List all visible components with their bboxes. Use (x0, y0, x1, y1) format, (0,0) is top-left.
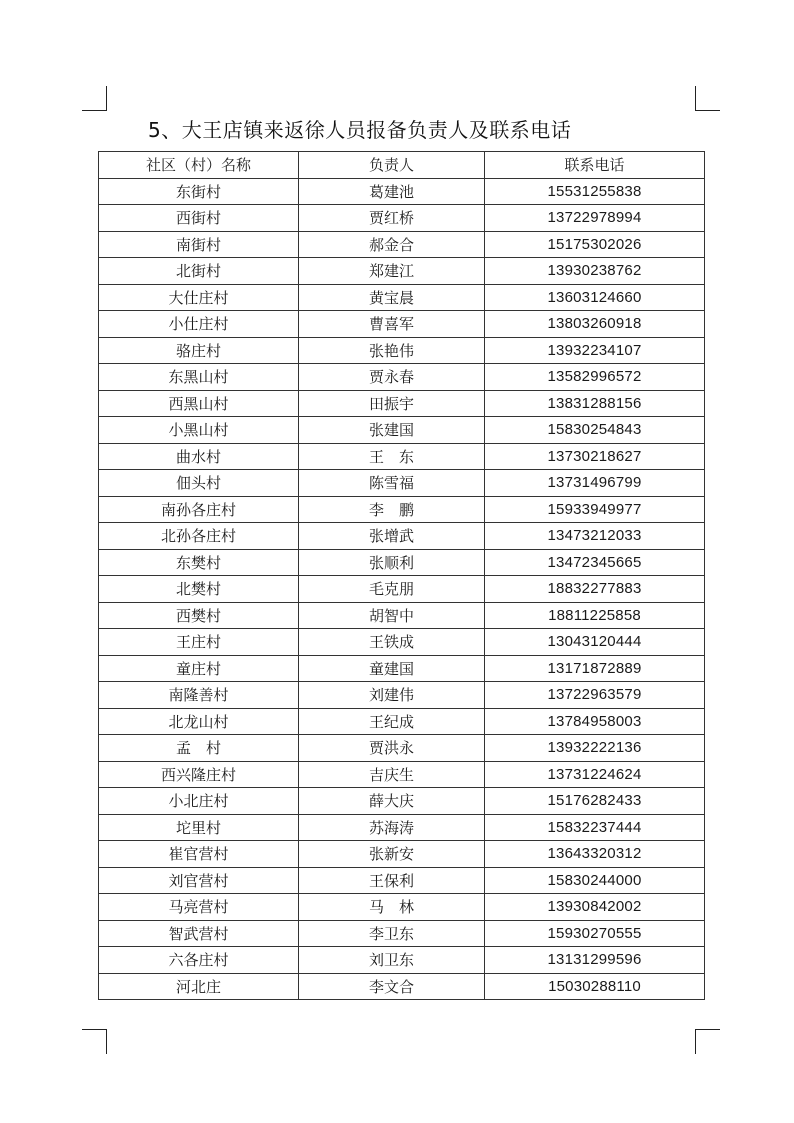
village-name-cell: 南街村 (99, 231, 299, 258)
person-in-charge-cell: 张艳伟 (299, 337, 485, 364)
table-row (99, 735, 705, 762)
person-in-charge-cell: 苏海涛 (299, 814, 485, 841)
person-in-charge-cell: 童建国 (299, 655, 485, 682)
person-in-charge-cell: 张建国 (299, 417, 485, 444)
person-in-charge-cell: 王铁成 (299, 629, 485, 656)
table-row (99, 867, 705, 894)
person-in-charge-cell: 王保利 (299, 867, 485, 894)
village-name-cell: 小仕庄村 (99, 311, 299, 338)
phone-number-cell: 13722963579 (485, 682, 705, 709)
person-in-charge-cell: 贾洪永 (299, 735, 485, 762)
table-row (99, 284, 705, 311)
contacts-table (98, 151, 705, 1000)
phone-number-cell: 13803260918 (485, 311, 705, 338)
crop-mark-bottom-right (695, 1029, 720, 1054)
person-in-charge-cell: 刘卫东 (299, 947, 485, 974)
village-name-cell: 东黑山村 (99, 364, 299, 391)
village-name-cell: 六各庄村 (99, 947, 299, 974)
village-name-cell: 曲水村 (99, 443, 299, 470)
village-name-cell: 大仕庄村 (99, 284, 299, 311)
crop-mark-top-left (82, 86, 107, 111)
phone-number-cell: 13043120444 (485, 629, 705, 656)
phone-number-cell: 15176282433 (485, 788, 705, 815)
table-row (99, 682, 705, 709)
village-name-cell: 西黑山村 (99, 390, 299, 417)
person-in-charge-cell: 黄宝晨 (299, 284, 485, 311)
village-name-cell: 童庄村 (99, 655, 299, 682)
table-row (99, 947, 705, 974)
village-name-cell: 西兴隆庄村 (99, 761, 299, 788)
person-in-charge-cell: 田振宇 (299, 390, 485, 417)
person-in-charge-cell: 李卫东 (299, 920, 485, 947)
crop-mark-top-right (695, 86, 720, 111)
table-row (99, 390, 705, 417)
village-name-cell: 河北庄 (99, 973, 299, 1000)
person-in-charge-cell: 刘建伟 (299, 682, 485, 709)
table-row (99, 841, 705, 868)
table-row (99, 549, 705, 576)
person-in-charge-cell: 贾永春 (299, 364, 485, 391)
table-row (99, 231, 705, 258)
person-in-charge-cell: 毛克朋 (299, 576, 485, 603)
person-in-charge-cell: 张增武 (299, 523, 485, 550)
crop-mark-bottom-left (82, 1029, 107, 1054)
village-name-cell: 孟 村 (99, 735, 299, 762)
village-name-cell: 北孙各庄村 (99, 523, 299, 550)
village-name-cell: 东樊村 (99, 549, 299, 576)
table-row (99, 920, 705, 947)
phone-number-cell: 13730218627 (485, 443, 705, 470)
phone-number-cell: 13131299596 (485, 947, 705, 974)
village-name-cell: 北街村 (99, 258, 299, 285)
table-row (99, 311, 705, 338)
village-name-cell: 西街村 (99, 205, 299, 232)
phone-number-cell: 13930238762 (485, 258, 705, 285)
village-name-cell: 小北庄村 (99, 788, 299, 815)
village-name-cell: 东街村 (99, 178, 299, 205)
phone-number-cell: 15531255838 (485, 178, 705, 205)
table-row (99, 708, 705, 735)
table-row (99, 496, 705, 523)
table-row (99, 258, 705, 285)
phone-number-cell: 13582996572 (485, 364, 705, 391)
phone-number-cell: 13643320312 (485, 841, 705, 868)
phone-number-cell: 13831288156 (485, 390, 705, 417)
phone-number-cell: 13731496799 (485, 470, 705, 497)
table-row (99, 470, 705, 497)
header-phone: 联系电话 (485, 152, 705, 179)
village-name-cell: 刘官营村 (99, 867, 299, 894)
village-name-cell: 南隆善村 (99, 682, 299, 709)
table-row (99, 602, 705, 629)
table-row (99, 973, 705, 1000)
person-in-charge-cell: 张新安 (299, 841, 485, 868)
phone-number-cell: 13932222136 (485, 735, 705, 762)
person-in-charge-cell: 张顺利 (299, 549, 485, 576)
person-in-charge-cell: 贾红桥 (299, 205, 485, 232)
person-in-charge-cell: 郑建江 (299, 258, 485, 285)
village-name-cell: 马亮营村 (99, 894, 299, 921)
person-in-charge-cell: 薛大庆 (299, 788, 485, 815)
table-header-row (99, 152, 705, 179)
table-row (99, 576, 705, 603)
person-in-charge-cell: 葛建池 (299, 178, 485, 205)
table-row (99, 364, 705, 391)
phone-number-cell: 15933949977 (485, 496, 705, 523)
table-row (99, 523, 705, 550)
table-row (99, 761, 705, 788)
table-row (99, 417, 705, 444)
village-name-cell: 智武营村 (99, 920, 299, 947)
person-in-charge-cell: 李文合 (299, 973, 485, 1000)
phone-number-cell: 13784958003 (485, 708, 705, 735)
village-name-cell: 坨里村 (99, 814, 299, 841)
person-in-charge-cell: 郝金合 (299, 231, 485, 258)
table-row (99, 788, 705, 815)
table-row (99, 337, 705, 364)
village-name-cell: 崔官营村 (99, 841, 299, 868)
person-in-charge-cell: 曹喜军 (299, 311, 485, 338)
table-row (99, 629, 705, 656)
phone-number-cell: 18832277883 (485, 576, 705, 603)
village-name-cell: 佃头村 (99, 470, 299, 497)
document-title: 5、大王店镇来返徐人员报备负责人及联系电话 (148, 118, 572, 142)
phone-number-cell: 13932234107 (485, 337, 705, 364)
header-village-name: 社区（村）名称 (99, 152, 299, 179)
table-row (99, 814, 705, 841)
village-name-cell: 南孙各庄村 (99, 496, 299, 523)
table-row (99, 894, 705, 921)
village-name-cell: 西樊村 (99, 602, 299, 629)
village-name-cell: 王庄村 (99, 629, 299, 656)
table-row (99, 655, 705, 682)
table-row (99, 205, 705, 232)
table-body (99, 178, 705, 1000)
phone-number-cell: 15030288110 (485, 973, 705, 1000)
village-name-cell: 北樊村 (99, 576, 299, 603)
phone-number-cell: 13473212033 (485, 523, 705, 550)
phone-number-cell: 13603124660 (485, 284, 705, 311)
phone-number-cell: 15830254843 (485, 417, 705, 444)
village-name-cell: 小黑山村 (99, 417, 299, 444)
village-name-cell: 北龙山村 (99, 708, 299, 735)
phone-number-cell: 15830244000 (485, 867, 705, 894)
table-row (99, 178, 705, 205)
phone-number-cell: 13472345665 (485, 549, 705, 576)
person-in-charge-cell: 吉庆生 (299, 761, 485, 788)
table-row (99, 443, 705, 470)
phone-number-cell: 13171872889 (485, 655, 705, 682)
person-in-charge-cell: 陈雪福 (299, 470, 485, 497)
person-in-charge-cell: 王纪成 (299, 708, 485, 735)
header-person-in-charge: 负责人 (299, 152, 485, 179)
phone-number-cell: 15832237444 (485, 814, 705, 841)
person-in-charge-cell: 马 林 (299, 894, 485, 921)
village-name-cell: 骆庄村 (99, 337, 299, 364)
person-in-charge-cell: 李 鹏 (299, 496, 485, 523)
person-in-charge-cell: 王 东 (299, 443, 485, 470)
phone-number-cell: 15175302026 (485, 231, 705, 258)
phone-number-cell: 13722978994 (485, 205, 705, 232)
phone-number-cell: 15930270555 (485, 920, 705, 947)
phone-number-cell: 13731224624 (485, 761, 705, 788)
phone-number-cell: 13930842002 (485, 894, 705, 921)
person-in-charge-cell: 胡智中 (299, 602, 485, 629)
phone-number-cell: 18811225858 (485, 602, 705, 629)
